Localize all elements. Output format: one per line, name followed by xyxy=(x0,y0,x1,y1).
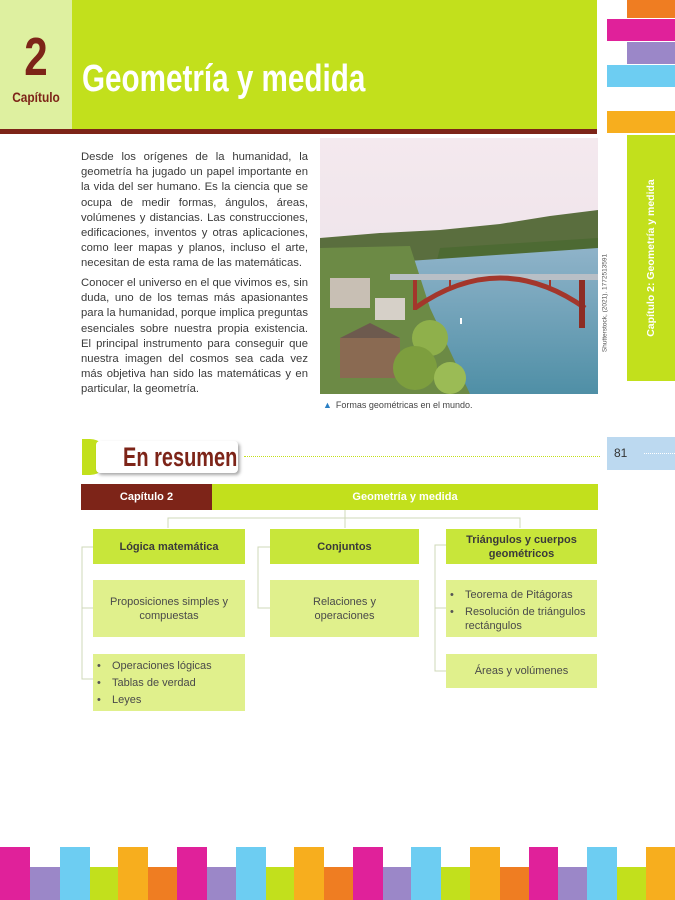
box-relaciones xyxy=(270,580,419,637)
map-chapter-bar: Capítulo 2 xyxy=(81,484,212,510)
header-rule xyxy=(0,129,597,134)
universe-paragraph: Conocer el universo en el que vivimos es, sin duda, uno de los temas más apasionantes para la humanidad, porque implica preguntas esenciales sobre nuestra propia existencia. El principal instrumento para conseguir que nuestra imagen del cosmos sea cada vez más objetiva han sido las matemáticas y en particular, la geometría. xyxy=(81,277,308,396)
chapter-number: 2 xyxy=(24,27,48,87)
list-item: • Teorema de Pitágoras xyxy=(446,588,597,602)
heading-logica-matematica: Lógica matemática xyxy=(93,529,245,564)
heading-triangulos xyxy=(446,529,597,564)
tab-magenta xyxy=(607,19,675,41)
page-dotted-rule xyxy=(644,453,675,454)
bottom-color-strip xyxy=(0,847,675,900)
tab-orange xyxy=(627,0,675,18)
box-teorema-list xyxy=(446,580,597,637)
box-areas-text: Áreas y volúmenes xyxy=(474,665,569,677)
river-bridge-photo xyxy=(320,138,598,394)
summary-title: En resumen xyxy=(123,442,238,472)
caption-triangle-icon: ▲ xyxy=(323,400,332,410)
chapter-title: Geometría y medida xyxy=(82,58,366,100)
chapter-word: Capítulo xyxy=(12,89,60,105)
tab-sky xyxy=(607,65,675,87)
list-item: • Resolución de triángulos rectángulos xyxy=(446,605,597,633)
list-item: • Operaciones lógicas xyxy=(93,659,245,673)
box-proposiciones-text: Proposiciones simples y compuestas xyxy=(110,595,228,622)
heading-conjuntos: Conjuntos xyxy=(270,529,419,564)
photo-caption xyxy=(323,400,472,410)
box-relaciones-text: Relaciones y operaciones xyxy=(313,595,376,622)
box-proposiciones xyxy=(93,580,245,637)
side-chapter-label: Capítulo 2: Geometría y medida xyxy=(645,179,657,337)
tab-purple xyxy=(627,42,675,64)
box-operaciones-list xyxy=(93,654,245,711)
summary-dotted-rule xyxy=(244,456,600,457)
caption-text: Formas geométricas en el mundo. xyxy=(335,400,473,410)
photo-credit: Shutterstock, (2021). 1772513591 xyxy=(601,253,609,353)
box-areas-volumenes xyxy=(446,654,597,688)
map-topic-bar: Geometría y medida xyxy=(212,484,598,510)
intro-paragraph: Desde los orígenes de la humanidad, la geometría ha jugado un papel importante en la vida del ser humano. Es la ciencia que se ocupa de medir formas, ángulos, áreas, volúmenes y distancias. Las construcciones, edificaciones, inventos y otras aplicaciones, como leer mapas y planos, incluso el arte, necesitan de esta rama de las matemáticas. xyxy=(81,151,308,270)
list-item: • Leyes xyxy=(93,693,245,707)
heading-triangulos-text: Triángulos y cuerpos geométricos xyxy=(466,533,577,560)
tab-yellow xyxy=(607,111,675,133)
page-number: 81 xyxy=(614,446,628,460)
list-item: • Tablas de verdad xyxy=(93,676,245,690)
